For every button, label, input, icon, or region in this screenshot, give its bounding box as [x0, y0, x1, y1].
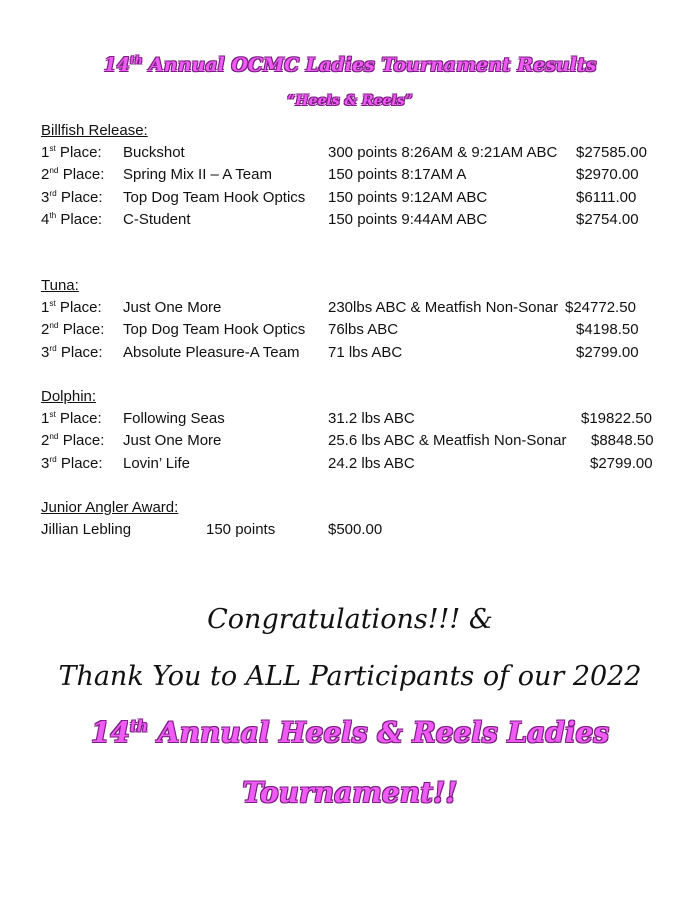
congrats-line: Congratulations!!! & — [207, 604, 493, 635]
place-label — [41, 211, 102, 228]
prize-amount: $2970.00 — [576, 166, 639, 184]
team-name: Following Seas — [123, 410, 225, 427]
catch-detail: 71 lbs ABC — [328, 343, 403, 361]
catch-detail: 230lbs ABC & Meatfish Non-Sonar — [328, 299, 559, 316]
title-text: Annual OCMC Ladies Tournament Results — [142, 54, 597, 76]
junior-points: 150 points — [206, 521, 276, 538]
team-name: Just One More — [123, 299, 222, 316]
place-number: 1 — [41, 299, 50, 316]
junior-prize: $500.00 — [328, 521, 383, 538]
result-row — [0, 166, 700, 186]
prize-amount: $4198.50 — [576, 321, 639, 339]
prize-amount: $24772.50 — [565, 299, 636, 316]
team-name: Top Dog Team Hook Optics — [123, 321, 306, 339]
place-text: Place: — [56, 210, 103, 228]
place-ordinal: rd — [49, 454, 57, 464]
prize-amount: $6111.00 — [576, 188, 637, 206]
place-number: 3 — [41, 454, 50, 472]
place-label — [41, 299, 102, 316]
prize-amount: $2754.00 — [576, 210, 639, 228]
junior-row — [0, 521, 700, 541]
result-row — [0, 299, 700, 319]
place-text: Place: — [58, 432, 105, 450]
result-row — [0, 432, 700, 452]
place-number: 1 — [41, 144, 50, 161]
result-row — [0, 344, 700, 364]
team-name: Buckshot — [123, 144, 185, 161]
place-label — [41, 432, 104, 449]
catch-detail: 150 points 9:44AM ABC — [328, 210, 488, 228]
result-row — [0, 211, 700, 231]
place-label — [41, 144, 102, 161]
place-text: Place: — [58, 166, 105, 184]
place-number: 2 — [41, 321, 50, 339]
place-text: Place: — [55, 299, 102, 316]
billfish-heading: Billfish Release: — [41, 122, 148, 139]
place-ordinal: th — [49, 210, 57, 220]
place-ordinal: rd — [49, 343, 57, 353]
place-label — [41, 166, 104, 183]
place-text: Place: — [55, 144, 102, 161]
catch-detail: 76lbs ABC — [328, 321, 399, 339]
catch-detail: 25.6 lbs ABC & Meatfish Non-Sonar — [328, 432, 567, 450]
place-label — [41, 344, 103, 361]
prize-amount: $2799.00 — [590, 454, 653, 472]
place-ordinal: nd — [49, 321, 59, 331]
prize-amount: $19822.50 — [581, 410, 652, 427]
page-title — [0, 54, 700, 76]
dolphin-heading: Dolphin: — [41, 388, 97, 405]
closing-ordinal: th — [129, 717, 149, 736]
place-label — [41, 410, 102, 427]
closing-title-text: Annual Heels & Reels Ladies — [148, 716, 610, 749]
place-number: 2 — [41, 166, 50, 184]
place-number: 3 — [41, 343, 50, 361]
closing-title-line — [0, 716, 700, 749]
place-number: 4 — [41, 210, 50, 228]
catch-detail: 300 points 8:26AM & 9:21AM ABC — [328, 144, 558, 161]
tuna-heading: Tuna: — [41, 277, 79, 294]
team-name: Spring Mix II – A Team — [123, 166, 272, 184]
team-name: Just One More — [123, 432, 222, 450]
place-ordinal: st — [49, 299, 56, 308]
closing-tournament-line: Tournament!! — [242, 776, 458, 809]
place-ordinal: rd — [49, 188, 57, 198]
place-label — [41, 455, 103, 472]
place-number: 2 — [41, 432, 50, 450]
catch-detail: 150 points 8:17AM A — [328, 166, 467, 184]
place-number: 3 — [41, 188, 50, 206]
place-number: 1 — [41, 410, 50, 427]
junior-heading: Junior Angler Award: — [41, 499, 179, 516]
result-row — [0, 410, 700, 430]
place-text: Place: — [56, 343, 103, 361]
prize-amount: $2799.00 — [576, 343, 639, 361]
place-label — [41, 321, 104, 338]
team-name: Lovin’ Life — [123, 454, 190, 472]
title-number: 14 — [103, 54, 130, 76]
team-name: Top Dog Team Hook Optics — [123, 188, 306, 206]
catch-detail: 150 points 9:12AM ABC — [328, 188, 488, 206]
result-row — [0, 321, 700, 341]
place-text: Place: — [56, 454, 103, 472]
thank-you-line: Thank You to ALL Participants of our 2022 — [58, 661, 642, 692]
closing-number: 14 — [90, 716, 130, 749]
place-text: Place: — [55, 410, 102, 427]
result-row — [0, 144, 700, 164]
page-subtitle: “Heels & Reels” — [287, 93, 413, 109]
prize-amount: $8848.50 — [591, 432, 654, 450]
place-ordinal: st — [49, 410, 56, 419]
junior-name: Jillian Lebling — [41, 521, 132, 538]
place-ordinal: nd — [49, 432, 59, 442]
place-ordinal: st — [49, 144, 56, 153]
catch-detail: 24.2 lbs ABC — [328, 454, 415, 472]
result-row — [0, 189, 700, 209]
place-ordinal: nd — [49, 166, 59, 176]
result-row — [0, 455, 700, 475]
place-label — [41, 189, 103, 206]
place-text: Place: — [56, 188, 103, 206]
place-text: Place: — [58, 321, 105, 339]
catch-detail: 31.2 lbs ABC — [328, 410, 415, 427]
prize-amount: $27585.00 — [576, 144, 647, 161]
title-ordinal: th — [130, 54, 143, 67]
team-name: Absolute Pleasure-A Team — [123, 343, 300, 361]
team-name: C-Student — [123, 210, 191, 228]
